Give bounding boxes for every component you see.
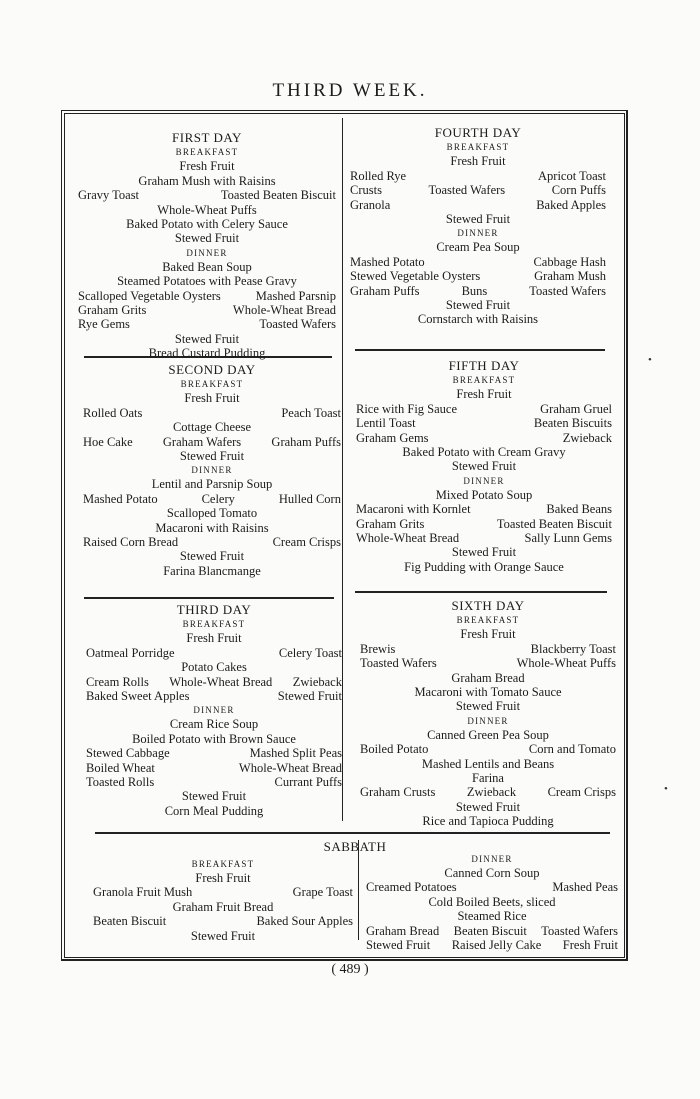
day-heading: FOURTH DAY bbox=[434, 125, 522, 140]
rule-fifth-day bbox=[355, 591, 607, 593]
menu-item-stewed-fruit: Stewed Fruit bbox=[445, 212, 511, 227]
menu-item-baked-bean-soup: Baked Bean Soup bbox=[162, 259, 252, 274]
menu-item-cream-crisps: Cream Crisps bbox=[272, 535, 341, 550]
day-heading: FIFTH DAY bbox=[448, 358, 520, 373]
menu-row bbox=[350, 269, 606, 283]
menu-row bbox=[356, 502, 612, 516]
menu-item-corn-puffs: Corn Puffs bbox=[551, 183, 606, 198]
breakfast-label: BREAKFAST bbox=[191, 859, 255, 869]
dinner-label: DINNER bbox=[193, 705, 235, 716]
menu-item-stewed-fruit: Stewed Fruit bbox=[277, 689, 342, 704]
menu-item-fresh-fruit: Fresh Fruit bbox=[195, 871, 251, 885]
breakfast-label: BREAKFAST bbox=[180, 379, 244, 390]
menu-item-rolled-rye: Rolled Rye bbox=[350, 168, 407, 183]
menu-row bbox=[360, 742, 616, 756]
menu-item-toasted-wafers: Toasted Wafers bbox=[529, 283, 606, 298]
sixth-day-menu bbox=[360, 599, 616, 829]
menu-item-cream-pea-soup: Cream Pea Soup bbox=[436, 240, 520, 255]
menu-row bbox=[356, 402, 612, 416]
menu-row bbox=[78, 317, 336, 331]
menu-item-cold-boiled-beets-sliced: Cold Boiled Beets, sliced bbox=[428, 894, 556, 909]
menu-item-baked-sweet-apples: Baked Sweet Apples bbox=[86, 689, 190, 704]
menu-item-steamed-rice: Steamed Rice bbox=[457, 909, 527, 924]
menu-item-brewis: Brewis bbox=[360, 641, 396, 656]
menu-row bbox=[366, 938, 618, 952]
menu-item-farina-blancmange: Farina Blancmange bbox=[163, 563, 261, 578]
menu-item-bread-custard-pudding: Bread Custard Pudding bbox=[148, 346, 266, 361]
menu-item-potato-cakes: Potato Cakes bbox=[181, 660, 247, 675]
rule-second-day bbox=[84, 597, 334, 599]
menu-item-lentil-and-parsnip-soup: Lentil and Parsnip Soup bbox=[151, 477, 273, 492]
menu-item-currant-puffs: Currant Puffs bbox=[274, 775, 342, 790]
menu-item-whole-wheat-bread: Whole-Wheat Bread bbox=[169, 674, 273, 689]
menu-item-graham-gems: Graham Gems bbox=[356, 430, 429, 445]
menu-item-peach-toast: Peach Toast bbox=[281, 405, 341, 420]
menu-item-oatmeal-porridge: Oatmeal Porridge bbox=[86, 645, 175, 660]
menu-item-stewed-fruit: Stewed Fruit bbox=[179, 449, 245, 464]
menu-item-baked-beans: Baked Beans bbox=[546, 502, 612, 517]
fourth-day-menu bbox=[350, 126, 606, 327]
menu-item-graham-crusts: Graham Crusts bbox=[360, 785, 436, 800]
menu-item-whole-wheat-bread: Whole-Wheat Bread bbox=[238, 760, 342, 775]
menu-row bbox=[86, 689, 342, 703]
day-heading: SECOND DAY bbox=[168, 362, 256, 377]
sabbath-divider bbox=[358, 840, 359, 940]
dinner-label: DINNER bbox=[191, 465, 233, 476]
menu-item-stewed-fruit: Stewed Fruit bbox=[451, 545, 517, 560]
menu-item-cabbage-hash: Cabbage Hash bbox=[533, 254, 606, 269]
menu-item-graham-bread: Graham Bread bbox=[366, 923, 440, 938]
menu-item-stewed-vegetable-oysters: Stewed Vegetable Oysters bbox=[350, 269, 481, 284]
menu-item-stewed-fruit: Stewed Fruit bbox=[190, 928, 256, 943]
menu-row bbox=[83, 435, 341, 449]
rule-fourth-day bbox=[355, 349, 605, 351]
menu-item-toasted-beaten-biscuit: Toasted Beaten Biscuit bbox=[220, 188, 336, 203]
menu-row bbox=[350, 198, 606, 212]
menu-item-toasted-wafers: Toasted Wafers bbox=[360, 656, 437, 671]
menu-item-macaroni-with-tomato-sauce: Macaroni with Tomato Sauce bbox=[414, 685, 562, 700]
menu-row bbox=[83, 406, 341, 420]
menu-item-stewed-fruit: Stewed Fruit bbox=[181, 789, 247, 804]
menu-item-stewed-cabbage: Stewed Cabbage bbox=[86, 746, 170, 761]
page-title: THIRD WEEK. bbox=[272, 80, 428, 101]
dinner-label: DINNER bbox=[463, 475, 505, 486]
menu-item-fresh-fruit: Fresh Fruit bbox=[460, 627, 516, 642]
menu-item-stewed-fruit: Stewed Fruit bbox=[451, 459, 517, 474]
menu-item-baked-sour-apples: Baked Sour Apples bbox=[256, 914, 353, 929]
menu-item-scalloped-tomato: Scalloped Tomato bbox=[166, 506, 258, 521]
menu-row bbox=[86, 761, 342, 775]
menu-item-cornstarch-with-raisins: Cornstarch with Raisins bbox=[417, 312, 539, 327]
menu-row bbox=[83, 535, 341, 549]
menu-item-mashed-potato: Mashed Potato bbox=[83, 491, 158, 506]
menu-item-stewed-fruit: Stewed Fruit bbox=[366, 938, 431, 953]
menu-item-graham-mush-with-raisins: Graham Mush with Raisins bbox=[138, 173, 276, 188]
sabbath-breakfast bbox=[93, 857, 353, 943]
breakfast-label: BREAKFAST bbox=[452, 375, 516, 386]
menu-row bbox=[356, 517, 612, 531]
dinner-label: DINNER bbox=[467, 715, 509, 726]
menu-item-fresh-fruit: Fresh Fruit bbox=[184, 391, 240, 406]
menu-item-stewed-fruit: Stewed Fruit bbox=[455, 799, 521, 814]
menu-item-graham-puffs: Graham Puffs bbox=[271, 434, 341, 449]
dinner-label: DINNER bbox=[186, 247, 228, 258]
menu-item-cream-rice-soup: Cream Rice Soup bbox=[169, 717, 259, 732]
menu-item-whole-wheat-puffs: Whole-Wheat Puffs bbox=[157, 202, 257, 217]
menu-item-fresh-fruit: Fresh Fruit bbox=[179, 159, 235, 174]
menu-row bbox=[356, 416, 612, 430]
menu-row bbox=[86, 775, 342, 789]
breakfast-label: BREAKFAST bbox=[446, 142, 510, 153]
menu-row bbox=[350, 255, 606, 269]
menu-item-celery-toast: Celery Toast bbox=[278, 645, 342, 660]
menu-item-beaten-biscuit: Beaten Biscuit bbox=[453, 923, 527, 938]
menu-item-stewed-fruit: Stewed Fruit bbox=[179, 549, 245, 564]
dinner-label: DINNER bbox=[471, 854, 513, 864]
menu-item-stewed-fruit: Stewed Fruit bbox=[174, 231, 240, 246]
menu-item-macaroni-with-kornlet: Macaroni with Kornlet bbox=[356, 502, 471, 517]
menu-item-rye-gems: Rye Gems bbox=[78, 317, 130, 332]
menu-item-grape-toast: Grape Toast bbox=[292, 885, 353, 900]
menu-row bbox=[360, 642, 616, 656]
breakfast-label: BREAKFAST bbox=[175, 147, 239, 158]
menu-item-graham-grits: Graham Grits bbox=[78, 303, 147, 318]
sabbath-dinner bbox=[366, 852, 618, 952]
rule-sabbath bbox=[95, 832, 610, 834]
menu-row bbox=[360, 785, 616, 799]
menu-item-canned-corn-soup: Canned Corn Soup bbox=[444, 866, 540, 880]
menu-item-granola-fruit-mush: Granola Fruit Mush bbox=[93, 885, 193, 900]
first-day-menu bbox=[78, 131, 336, 361]
menu-item-scalloped-vegetable-oysters: Scalloped Vegetable Oysters bbox=[78, 288, 221, 303]
menu-item-mashed-lentils-and-beans: Mashed Lentils and Beans bbox=[421, 756, 555, 771]
breakfast-label: BREAKFAST bbox=[182, 619, 246, 630]
menu-item-toasted-beaten-biscuit: Toasted Beaten Biscuit bbox=[496, 516, 612, 531]
menu-item-graham-puffs: Graham Puffs bbox=[350, 283, 420, 298]
menu-row bbox=[356, 531, 612, 545]
day-heading: THIRD DAY bbox=[176, 602, 252, 617]
menu-item-toasted-rolls: Toasted Rolls bbox=[86, 775, 155, 790]
menu-row bbox=[366, 924, 618, 938]
menu-item-granola: Granola bbox=[350, 197, 391, 212]
menu-item-rolled-oats: Rolled Oats bbox=[83, 405, 143, 420]
menu-row bbox=[350, 169, 606, 183]
menu-item-graham-gruel: Graham Gruel bbox=[540, 401, 612, 416]
menu-item-blackberry-toast: Blackberry Toast bbox=[530, 641, 616, 656]
menu-row bbox=[86, 646, 342, 660]
menu-item-celery: Celery bbox=[201, 491, 235, 506]
menu-row bbox=[86, 746, 342, 760]
margin-mark: • bbox=[648, 354, 652, 366]
menu-item-steamed-potatoes-with-pease-gravy: Steamed Potatoes with Pease Gravy bbox=[117, 274, 297, 289]
menu-item-stewed-fruit: Stewed Fruit bbox=[445, 298, 511, 313]
menu-item-gravy-toast: Gravy Toast bbox=[78, 188, 140, 203]
column-divider bbox=[342, 118, 343, 821]
menu-item-canned-green-pea-soup: Canned Green Pea Soup bbox=[427, 727, 549, 742]
day-heading: FIRST DAY bbox=[172, 130, 242, 145]
menu-item-mashed-peas: Mashed Peas bbox=[552, 880, 618, 895]
menu-item-fresh-fruit: Fresh Fruit bbox=[562, 938, 618, 953]
menu-row bbox=[83, 492, 341, 506]
menu-row bbox=[93, 885, 353, 899]
menu-item-graham-grits: Graham Grits bbox=[356, 516, 425, 531]
menu-item-mashed-potato: Mashed Potato bbox=[350, 254, 425, 269]
menu-item-crusts: Crusts bbox=[350, 183, 382, 198]
menu-item-zwieback: Zwieback bbox=[466, 785, 517, 800]
menu-row bbox=[366, 880, 618, 894]
menu-row bbox=[78, 188, 336, 202]
menu-row bbox=[356, 431, 612, 445]
menu-item-mixed-potato-soup: Mixed Potato Soup bbox=[435, 487, 533, 502]
menu-item-whole-wheat-bread: Whole-Wheat Bread bbox=[356, 531, 460, 546]
third-day-menu bbox=[86, 603, 342, 818]
menu-item-boiled-potato-with-brown-sauce: Boiled Potato with Brown Sauce bbox=[132, 731, 296, 746]
menu-item-beaten-biscuits: Beaten Biscuits bbox=[533, 416, 612, 431]
menu-item-rice-and-tapioca-pudding: Rice and Tapioca Pudding bbox=[422, 814, 554, 829]
menu-item-corn-and-tomato: Corn and Tomato bbox=[528, 742, 616, 757]
menu-item-fresh-fruit: Fresh Fruit bbox=[456, 387, 512, 402]
menu-item-baked-apples: Baked Apples bbox=[536, 197, 606, 212]
menu-item-zwieback: Zwieback bbox=[562, 430, 612, 445]
menu-item-hoe-cake: Hoe Cake bbox=[83, 434, 133, 449]
menu-item-graham-fruit-bread: Graham Fruit Bread bbox=[172, 899, 274, 914]
second-day-menu bbox=[83, 363, 341, 578]
menu-item-graham-bread: Graham Bread bbox=[451, 670, 525, 685]
dinner-label: DINNER bbox=[457, 228, 499, 239]
menu-row bbox=[360, 656, 616, 670]
menu-row bbox=[86, 675, 342, 689]
menu-row bbox=[78, 303, 336, 317]
menu-item-corn-meal-pudding: Corn Meal Pudding bbox=[164, 803, 264, 818]
menu-item-graham-wafers: Graham Wafers bbox=[162, 434, 242, 449]
menu-item-macaroni-with-raisins: Macaroni with Raisins bbox=[155, 520, 269, 535]
menu-item-stewed-fruit: Stewed Fruit bbox=[174, 331, 240, 346]
menu-item-toasted-wafers: Toasted Wafers bbox=[428, 183, 506, 198]
menu-row bbox=[78, 289, 336, 303]
menu-item-apricot-toast: Apricot Toast bbox=[538, 168, 606, 183]
menu-item-zwieback: Zwieback bbox=[292, 674, 342, 689]
menu-item-beaten-biscuit: Beaten Biscuit bbox=[93, 914, 167, 929]
menu-item-sally-lunn-gems: Sally Lunn Gems bbox=[524, 531, 612, 546]
menu-item-raised-jelly-cake: Raised Jelly Cake bbox=[451, 938, 542, 953]
menu-row bbox=[350, 183, 606, 197]
day-heading: SIXTH DAY bbox=[451, 598, 525, 613]
menu-item-fresh-fruit: Fresh Fruit bbox=[186, 631, 242, 646]
menu-row bbox=[350, 284, 606, 298]
menu-item-mashed-split-peas: Mashed Split Peas bbox=[249, 746, 342, 761]
menu-item-fig-pudding-with-orange-sauce: Fig Pudding with Orange Sauce bbox=[404, 559, 564, 574]
menu-item-baked-potato-with-celery-sauce: Baked Potato with Celery Sauce bbox=[126, 217, 288, 232]
menu-item-toasted-wafers: Toasted Wafers bbox=[259, 317, 336, 332]
menu-item-lentil-toast: Lentil Toast bbox=[356, 416, 416, 431]
menu-item-boiled-wheat: Boiled Wheat bbox=[86, 760, 155, 775]
menu-item-toasted-wafers: Toasted Wafers bbox=[541, 923, 618, 938]
menu-item-hulled-corn: Hulled Corn bbox=[278, 491, 341, 506]
menu-item-rice-with-fig-sauce: Rice with Fig Sauce bbox=[356, 401, 458, 416]
margin-mark: • bbox=[664, 783, 668, 795]
menu-item-stewed-fruit: Stewed Fruit bbox=[455, 699, 521, 714]
menu-item-cream-crisps: Cream Crisps bbox=[547, 785, 616, 800]
menu-item-graham-mush: Graham Mush bbox=[534, 269, 606, 284]
menu-item-creamed-potatoes: Creamed Potatoes bbox=[366, 880, 457, 895]
sabbath-heading: SABBATH bbox=[323, 839, 387, 854]
menu-item-mashed-parsnip: Mashed Parsnip bbox=[255, 288, 336, 303]
menu-item-cottage-cheese: Cottage Cheese bbox=[172, 420, 252, 435]
menu-item-whole-wheat-bread: Whole-Wheat Bread bbox=[232, 303, 336, 318]
menu-item-buns: Buns bbox=[461, 283, 488, 298]
menu-item-farina: Farina bbox=[472, 771, 504, 786]
menu-item-whole-wheat-puffs: Whole-Wheat Puffs bbox=[516, 656, 616, 671]
menu-item-boiled-potato: Boiled Potato bbox=[360, 742, 429, 757]
menu-item-cream-rolls: Cream Rolls bbox=[86, 674, 149, 689]
menu-row bbox=[93, 914, 353, 928]
fifth-day-menu bbox=[356, 359, 612, 574]
menu-item-baked-potato-with-cream-gravy: Baked Potato with Cream Gravy bbox=[402, 445, 566, 460]
menu-item-raised-corn-bread: Raised Corn Bread bbox=[83, 535, 179, 550]
breakfast-label: BREAKFAST bbox=[456, 615, 520, 626]
menu-item-fresh-fruit: Fresh Fruit bbox=[450, 154, 506, 169]
page-number: ( 489 ) bbox=[331, 962, 369, 977]
